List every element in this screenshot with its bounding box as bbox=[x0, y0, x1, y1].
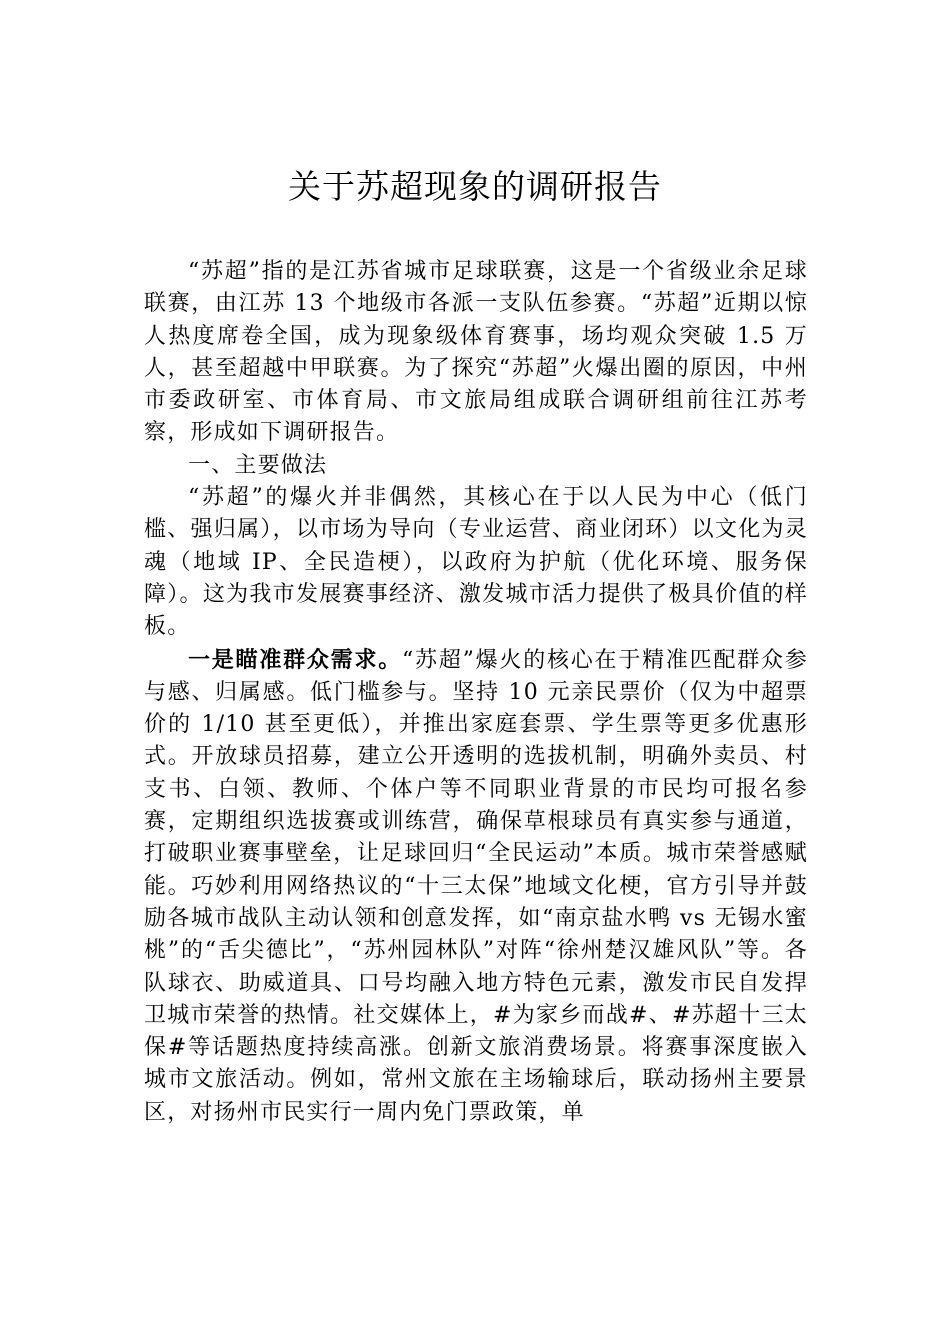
section-heading-text: 一、主要做法 bbox=[188, 452, 328, 478]
intro-paragraph-text: “苏超”指的是江苏省城市足球联赛，这是一个省级业余足球联赛，由江苏 13 个地级市各派一支队伍参赛。“苏超”近期以惊人热度席卷全国，成为现象级体育赛事，场均观众突破 1.5 万人，甚至超越中甲联赛。为了探究“苏超”火爆出圈的原因，中州市委政研室、市体育局、市文旅局组成联合调研组前往江苏考察，形成如下调研报告。 bbox=[144, 259, 808, 446]
point-one-paragraph bbox=[144, 644, 808, 1129]
section-heading bbox=[144, 450, 808, 482]
summary-paragraph-text: “苏超”的爆火并非偶然，其核心在于以人民为中心（低门槛、强归属），以市场为导向（专业运营、商业闭环）以文化为灵魂（地域 IP、全民造梗），以政府为护航（优化环境、服务保障）。这为我市发展赛事经济、激发城市活力提供了极具价值的样板。 bbox=[144, 485, 808, 640]
point-one-lead: 一是瞄准群众需求。 bbox=[188, 646, 403, 673]
document-title: 关于苏超现象的调研报告 bbox=[288, 167, 662, 206]
intro-paragraph bbox=[144, 256, 808, 450]
document-body bbox=[144, 256, 808, 1129]
point-one-text: “苏超”爆火的核心在于精准匹配群众参与感、归属感。低门槛参与。坚持 10 元亲民票价（仅为中超票价的 1/10 甚至更低），并推出家庭套票、学生票等更多优惠形式。开放球员招募，建立公开透明的选拔机制，明确外卖员、村支书、白领、教师、个体户等不同职业背景的市民均可报名参赛，定期组织选拔赛或训练营，确保草根球员有真实参与通道，打破职业赛事壁垒，让足球回归“全民运动”本质。城市荣誉感赋能。巧妙利用网络热议的“十三太保”地域文化梗，官方引导并鼓励各城市战队主动认领和创意发挥，如“南京盐水鸭 vs 无锡水蜜桃”的“舌尖德比”，“苏州园林队”对阵“徐州楚汉雄风队”等。各队球衣、助威道具、口号均融入地方特色元素，激发市民自发捍卫城市荣誉的热情。社交媒体上，#为家乡而战#、#苏超十三太保#等话题热度持续高涨。创新文旅消费场景。将赛事深度嵌入城市文旅活动。例如，常州文旅在主场输球后，联动扬州主要景区，对扬州市民实行一周内免门票政策，单 bbox=[144, 647, 808, 1125]
summary-paragraph bbox=[144, 482, 808, 643]
